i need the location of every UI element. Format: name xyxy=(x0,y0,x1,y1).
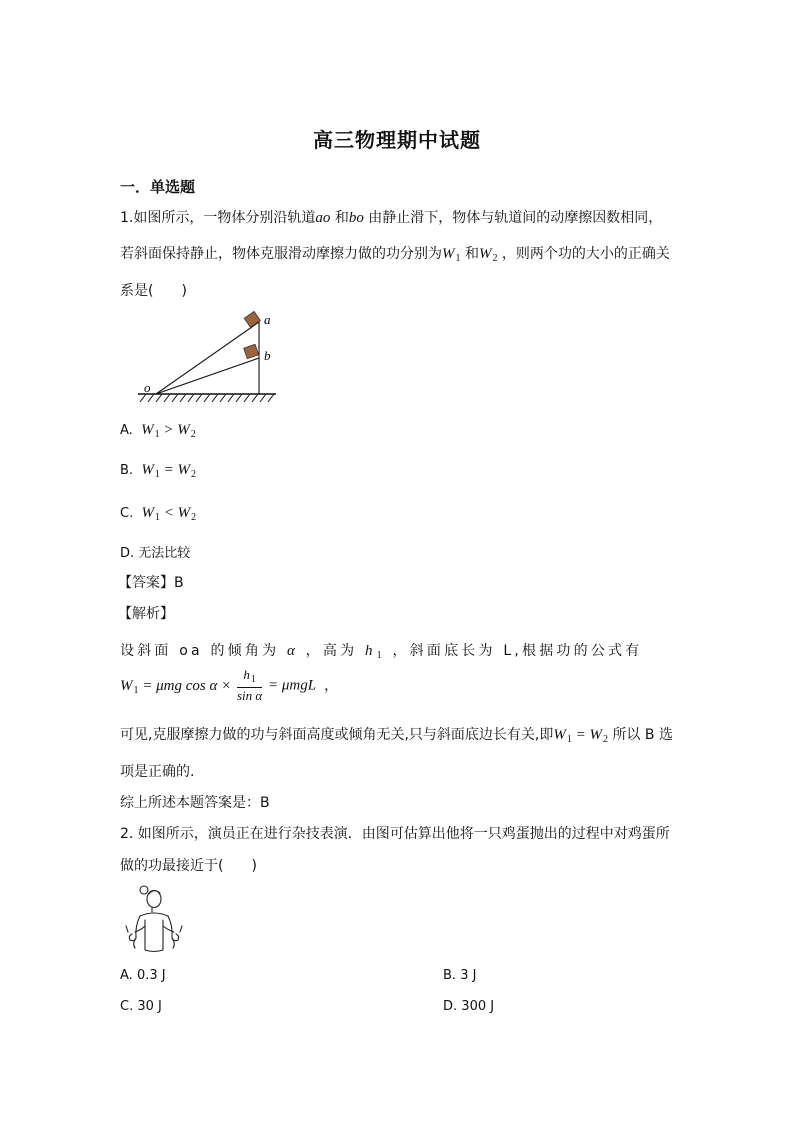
analysis-line2: 可见,克服摩擦力做的功与斜面高度或倾角无关,只与斜面底边长有关,即$W_1 = W_2$ 所以 B 选 xyxy=(120,727,673,745)
q1-stem-line3: 系是( ) xyxy=(120,283,187,299)
q1-option-a: A. $W_1 > W_2$ xyxy=(120,422,196,440)
q2-stem-line2: 做的功最接近于( ) xyxy=(120,858,257,874)
analysis-summary: 综上所述本题答案是：B xyxy=(120,795,270,811)
juggler-figure xyxy=(118,880,190,958)
label-b: b xyxy=(264,348,271,363)
q1-stem-line1 xyxy=(120,207,662,227)
q1-stem-text: 和 xyxy=(334,210,349,226)
page-title: 高三物理期中试题 xyxy=(313,128,481,152)
block-b xyxy=(244,344,259,358)
q1-stem-line2 xyxy=(120,243,670,264)
q1-stem-text: ，则两个功的大小的正确关 xyxy=(501,246,670,262)
alpha-symbol: α xyxy=(286,643,299,659)
q2-option-d: D. 300 J xyxy=(443,999,495,1014)
q1-stem-text: 若斜面保持静止，物体克服滑动摩擦力做的功分别为 xyxy=(120,246,442,262)
q2-option-b: B. 3 J xyxy=(443,968,477,983)
q1-option-c: C. $W_1 < W_2$ xyxy=(120,505,197,523)
answer-label: 【答案】B xyxy=(118,575,184,591)
analysis-label: 【解析】 xyxy=(118,606,174,622)
block-a xyxy=(244,311,260,327)
label-a: a xyxy=(264,312,271,327)
q1-stem-text: 由静止滑下，物体与轨道间的动摩擦因数相同， xyxy=(368,210,663,226)
label-o: o xyxy=(144,380,151,395)
w2-symbol: $W_2$ xyxy=(478,246,498,264)
track-ao: ao xyxy=(315,210,331,226)
analysis-line1: 设斜面 oa 的倾角为 α ，高为 $h_1$ ，斜面底长为 L,根据功的公式有 xyxy=(120,643,643,661)
q1-option-d: D. 无法比较 xyxy=(120,546,191,561)
q1-stem-text: 1.如图所示，一物体分别沿轨道 xyxy=(120,210,316,226)
q2-stem-line1: 2. 如图所示，演员正在进行杂技表演．由图可估算出他将一只鸡蛋抛出的过程中对鸡蛋所 xyxy=(120,826,670,842)
incline-figure xyxy=(128,306,288,402)
work-formula: $W_1 = \mu mg$ cos α × $\frac{h_1}{\text{sin α}}$ = μmgL ， xyxy=(120,667,339,703)
q2-option-a: A. 0.3 J xyxy=(120,968,166,983)
h1-symbol: $h_1$ xyxy=(364,643,385,661)
q2-option-c: C. 30 J xyxy=(120,999,162,1014)
section-heading: 一．单选题 xyxy=(120,178,196,196)
formula-fraction: $\frac{h_1}{\text{sin α}}$ xyxy=(236,667,263,703)
track-bo-line xyxy=(156,358,259,394)
w1-symbol: $W_1$ xyxy=(442,246,461,264)
track-ao-line xyxy=(156,322,259,394)
q1-option-b: B. $W_1 = W_2$ xyxy=(120,462,196,480)
track-bo: bo xyxy=(348,210,364,226)
analysis-line3: 项是正确的. xyxy=(120,764,195,780)
q1-stem-text: 和 xyxy=(464,246,479,262)
